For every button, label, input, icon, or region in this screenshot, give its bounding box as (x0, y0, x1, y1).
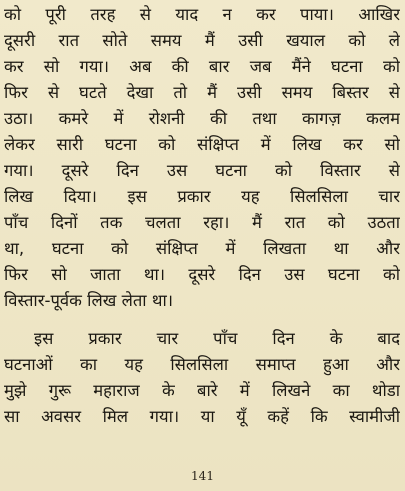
text-line: उठा। कमरे में रोशनी की तथा कागज़ कलम (4, 109, 400, 128)
paragraph-gap (4, 314, 400, 326)
text-line-indented: इस प्रकार चार पाँच दिन के बाद (34, 329, 400, 348)
text-line: लिख दिया। इस प्रकार यह सिलसिला चार (4, 187, 400, 206)
text-line: फिर से घटते देखा तो मैं उसी समय बिस्तर से (4, 83, 400, 102)
text-line: था, घटना को संक्षिप्त में लिखता था और (4, 239, 400, 258)
page-number: 141 (191, 469, 214, 483)
text-line: मुझे गुरू महाराज के बारे में लिखने का थोडा (4, 381, 400, 400)
text-line: सा अवसर मिल गया। या यूँ कहें कि स्वामीजी (4, 407, 400, 426)
text-line: कर सो गया। अब की बार जब मैंने घटना को (4, 57, 400, 76)
body-text (4, 2, 400, 430)
text-line: फिर सो जाता था। दूसरे दिन उस घटना को (4, 265, 400, 284)
text-line: घटनाओं का यह सिलसिला समाप्त हुआ और (4, 355, 400, 374)
text-line: दूसरी रात सोते समय मैं उसी खयाल को ले (4, 31, 400, 50)
text-line: लेकर सारी घटना को संक्षिप्त में लिख कर सो (4, 135, 400, 154)
text-line: पाँच दिनों तक चलता रहा। मैं रात को उठता (4, 213, 400, 232)
text-line-last: विस्तार-पूर्वक लिख लेता था। (4, 291, 174, 310)
text-line: गया। दूसरे दिन उस घटना को विस्तार से (4, 161, 400, 180)
text-line: को पूरी तरह से याद न कर पाया। आखिर (4, 5, 400, 24)
